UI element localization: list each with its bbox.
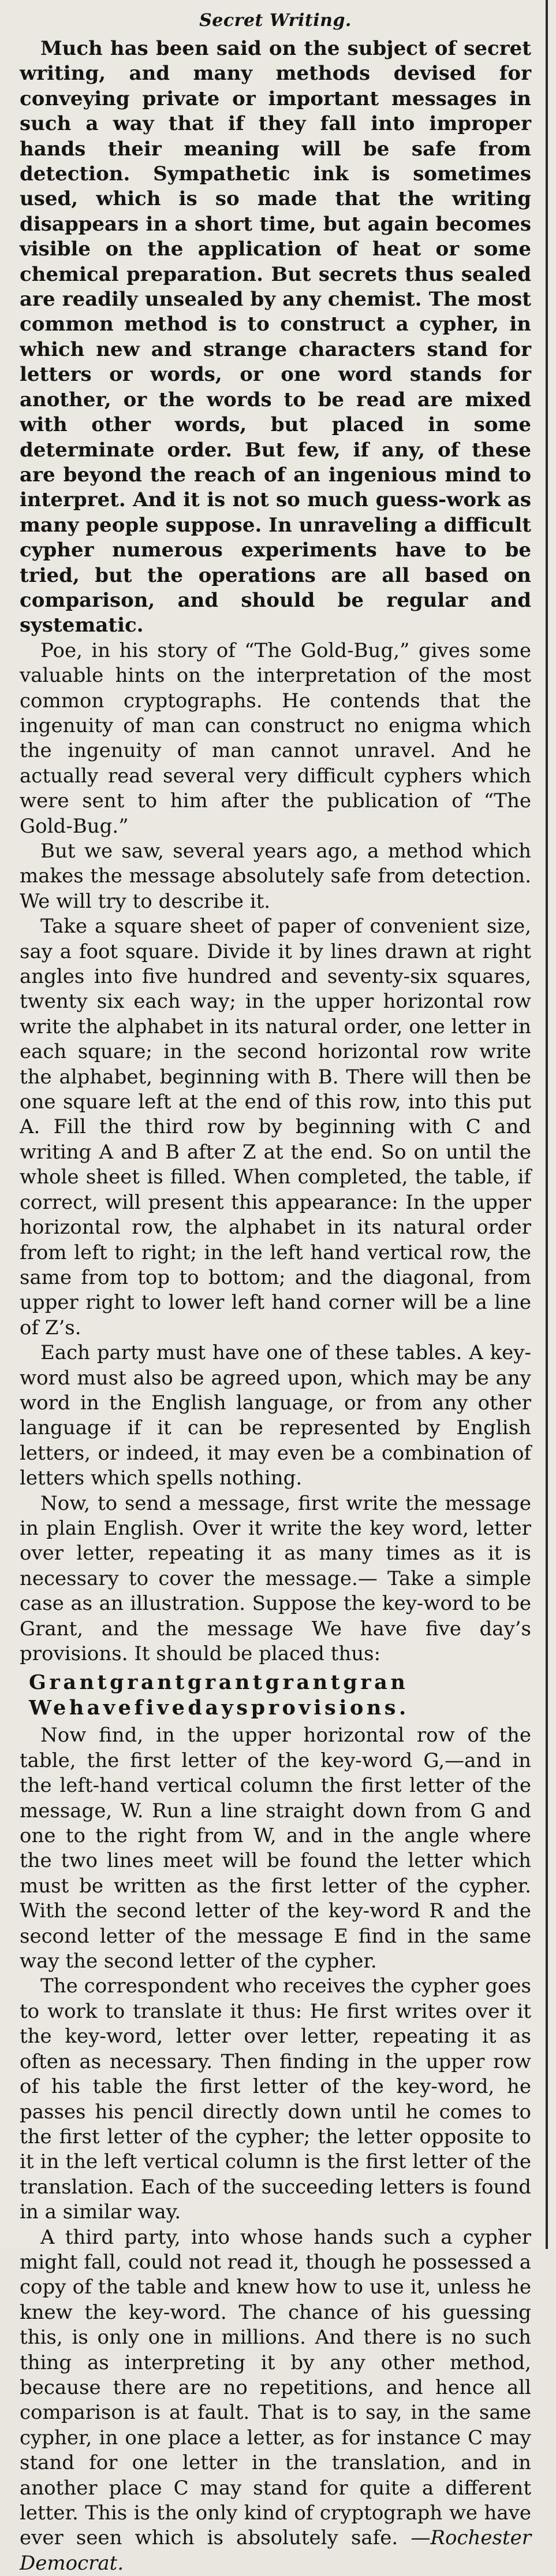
article-paragraph-3: But we saw, several years ago, a method which makes the message absolutely safe from detection. We will try to describe it.: [20, 840, 531, 913]
cipher-key-line: Grantgrantgrantgrantgran: [29, 1671, 409, 1695]
article-paragraph-9: [20, 2225, 531, 2576]
article-paragraph-8: The correspondent who receives the cypher goes to work to translate it thus: He first writes over it the key-word, letter over letter, repeating it as often as necessary. Then finding in the upper row of his table the first letter of the key-word, he passes his pencil directly down until he comes to the first letter of the cypher; the letter opposite to it in the left vertical column is the first letter of the translation. Each of the succeeding letters is found in a similar way.: [20, 1974, 531, 2224]
column-rule: [546, 0, 548, 2249]
article-signature: —Rochester Democrat.: [20, 2526, 531, 2575]
article-paragraph-5: Each party must have one of these tables. A key-word must also be agreed upon, which may be any word in the English language, or from any other language if it can be represented by English letters, or indeed, it may even be a combination of letters which spells nothing.: [20, 1341, 531, 1490]
article-paragraph-7: Now find, in the upper horizontal row of the table, the first letter of the key-word G,—and in the left-hand vertical column the first letter of the message, W. Run a line straight down from G and one to the right from W, and in the angle where the two lines meet will be found the letter which must be written as the first letter of the cypher. With the second letter of the key-word R and the second letter of the message E find in the same way the second letter of the cypher.: [20, 1724, 531, 1973]
article-paragraph-4: Take a square sheet of paper of convenient size, say a foot square. Divide it by lines drawn at right angles into five hundred and seventy-six squares, twenty six each way; in the upper horizontal row write the alphabet in its natural order, one letter in each square; in the second horizontal row write the alphabet, beginning with B. There will then be one square left at the end of this row, into this put A. Fill the third row by beginning with C and writing A and B after Z at the end. So on until the whole sheet is filled. When completed, the table, if correct, will present this appearance: In the upper horizontal row, the alphabet in its natural order from left to right; in the left hand vertical row, the same from top to bottom; and the diagonal, from upper right to lower left hand corner will be a line of Z’s.: [20, 915, 531, 1339]
article-paragraph-9-text: A third party, into whose hands such a cypher might fall, could not read it, though he possessed a copy of the table and knew how to use it, unless he knew the key-word. The chance of his guessing this, is only one in millions. And there is no such thing as interpreting it by any other method, because there are no repetitions, and hence all comparison is at fault. That is to say, in the same cypher, in one place a letter, as for instance C may stand for one letter in the translation, and in another place C may stand for quite a different letter. This is the only kind of cryptograph we have ever seen which is absolutely safe.: [20, 2225, 531, 2550]
article-paragraph-2: Poe, in his story of “The Gold-Bug,” gives some valuable hints on the interpretation of the most common cryptographs. He contends that the ingenuity of man can construct no enigma which the ingenuity of man cannot unravel. And he actually read several very difficult cyphers which were sent to him after the publication of “The Gold-Bug.”: [20, 639, 531, 838]
article-title: Secret Writing.: [199, 10, 352, 31]
cipher-example: [20, 1670, 531, 1721]
article-paragraph-1: Much has been said on the subject of secret writing, and many methods devised for conveying private or important messages in such a way that if they fall into improper hands their meaning will be safe from detection. Sympathetic ink is sometimes used, which is so made that the writing disappears in a short time, but again becomes visible on the application of heat or some chemical preparation. But secrets thus sealed are readily unsealed by any chemist. The most common method is to construct a cypher, in which new and strange characters stand for letters or words, or one word stands for another, or the words to be read are mixed with other words, but placed in some determinate order. But few, if any, of these are beyond the reach of an ingenious mind to interpret. And it is not so much guess-work as many people suppose. In unraveling a difficult cypher numerous experiments have to be tried, but the operations are all based on comparison, and should be regular and systematic.: [20, 37, 531, 637]
article-column: [20, 8, 531, 2576]
cipher-message-line: Wehavefivedaysprovisions.: [29, 1696, 409, 1720]
article-paragraph-6: Now, to send a message, first write the message in plain English. Over it write the key word, letter over letter, repeating it as many times as it is necessary to cover the message.— Take a simple case as an illustration. Suppose the key-word to be Grant, and the message We have five day’s provisions. It should be placed thus:: [20, 1491, 531, 1665]
